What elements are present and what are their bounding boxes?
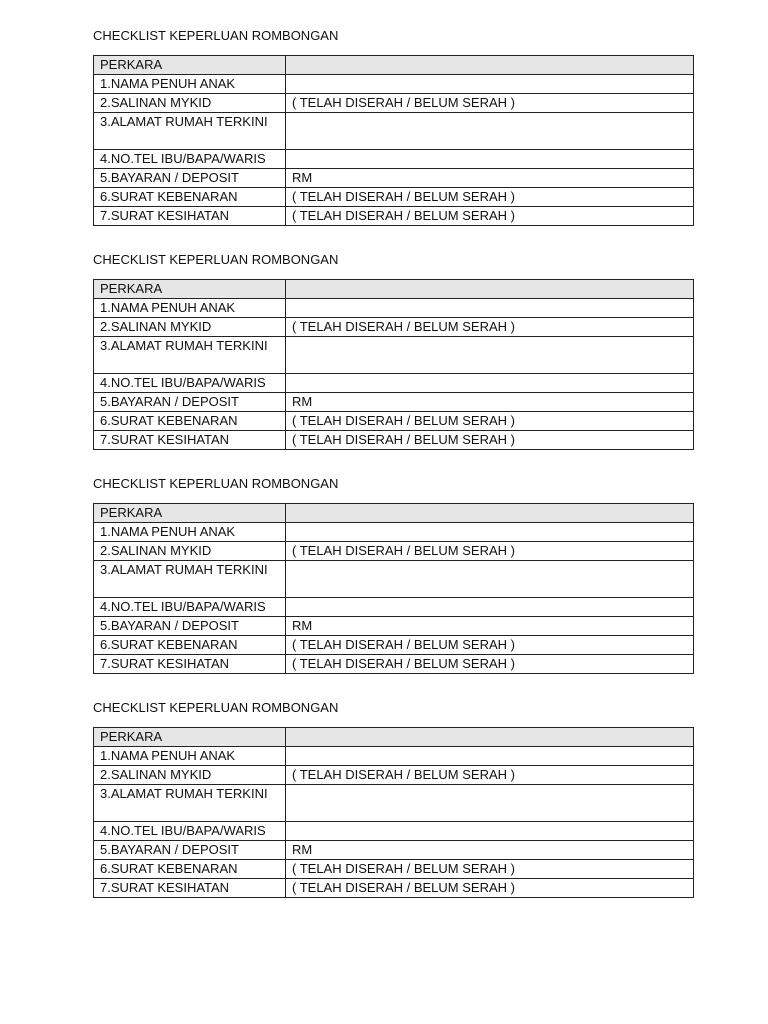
table-row bbox=[94, 523, 694, 542]
header-item-cell: PERKARA bbox=[94, 728, 286, 747]
checklist-table bbox=[93, 279, 694, 450]
item-cell: 3.ALAMAT RUMAH TERKINI bbox=[94, 337, 286, 374]
table-row bbox=[94, 94, 694, 113]
table-row bbox=[94, 860, 694, 879]
value-cell[interactable]: ( TELAH DISERAH / BELUM SERAH ) bbox=[286, 636, 694, 655]
table-row bbox=[94, 785, 694, 822]
table-row bbox=[94, 822, 694, 841]
value-cell[interactable]: ( TELAH DISERAH / BELUM SERAH ) bbox=[286, 207, 694, 226]
section-title: CHECKLIST KEPERLUAN ROMBONGAN bbox=[93, 476, 339, 491]
value-cell[interactable]: RM bbox=[286, 393, 694, 412]
table-row bbox=[94, 318, 694, 337]
table-row bbox=[94, 207, 694, 226]
table-row bbox=[94, 299, 694, 318]
item-cell: 2.SALINAN MYKID bbox=[94, 318, 286, 337]
table-row bbox=[94, 188, 694, 207]
table-row bbox=[94, 75, 694, 94]
table-header-row bbox=[94, 504, 694, 523]
item-cell: 5.BAYARAN / DEPOSIT bbox=[94, 841, 286, 860]
table-row bbox=[94, 113, 694, 150]
item-cell: 5.BAYARAN / DEPOSIT bbox=[94, 393, 286, 412]
item-cell: 7.SURAT KESIHATAN bbox=[94, 879, 286, 898]
item-cell: 3.ALAMAT RUMAH TERKINI bbox=[94, 113, 286, 150]
item-cell: 4.NO.TEL IBU/BAPA/WARIS bbox=[94, 374, 286, 393]
table-row bbox=[94, 561, 694, 598]
section-title: CHECKLIST KEPERLUAN ROMBONGAN bbox=[93, 28, 339, 43]
value-cell[interactable] bbox=[286, 822, 694, 841]
value-cell[interactable] bbox=[286, 561, 694, 598]
item-cell: 1.NAMA PENUH ANAK bbox=[94, 523, 286, 542]
checklist-table bbox=[93, 503, 694, 674]
table-row bbox=[94, 393, 694, 412]
table-row bbox=[94, 374, 694, 393]
table-row bbox=[94, 169, 694, 188]
item-cell: 4.NO.TEL IBU/BAPA/WARIS bbox=[94, 822, 286, 841]
checklist-table bbox=[93, 727, 694, 898]
header-item-cell: PERKARA bbox=[94, 56, 286, 75]
item-cell: 3.ALAMAT RUMAH TERKINI bbox=[94, 785, 286, 822]
table-row bbox=[94, 542, 694, 561]
item-cell: 6.SURAT KEBENARAN bbox=[94, 636, 286, 655]
value-cell[interactable] bbox=[286, 785, 694, 822]
item-cell: 1.NAMA PENUH ANAK bbox=[94, 299, 286, 318]
table-row bbox=[94, 431, 694, 450]
value-cell[interactable] bbox=[286, 299, 694, 318]
value-cell[interactable]: RM bbox=[286, 169, 694, 188]
item-cell: 5.BAYARAN / DEPOSIT bbox=[94, 169, 286, 188]
table-header-row bbox=[94, 280, 694, 299]
value-cell[interactable] bbox=[286, 75, 694, 94]
item-cell: 6.SURAT KEBENARAN bbox=[94, 188, 286, 207]
value-cell[interactable]: ( TELAH DISERAH / BELUM SERAH ) bbox=[286, 431, 694, 450]
table-header-row bbox=[94, 56, 694, 75]
value-cell[interactable] bbox=[286, 523, 694, 542]
table-row bbox=[94, 598, 694, 617]
item-cell: 5.BAYARAN / DEPOSIT bbox=[94, 617, 286, 636]
table-row bbox=[94, 841, 694, 860]
value-cell[interactable] bbox=[286, 374, 694, 393]
value-cell[interactable]: ( TELAH DISERAH / BELUM SERAH ) bbox=[286, 860, 694, 879]
checklist-section bbox=[93, 28, 687, 223]
value-cell[interactable]: ( TELAH DISERAH / BELUM SERAH ) bbox=[286, 94, 694, 113]
header-value-cell bbox=[286, 280, 694, 299]
item-cell: 2.SALINAN MYKID bbox=[94, 542, 286, 561]
table-row bbox=[94, 766, 694, 785]
value-cell[interactable] bbox=[286, 747, 694, 766]
header-item-cell: PERKARA bbox=[94, 280, 286, 299]
table-row bbox=[94, 337, 694, 374]
section-title: CHECKLIST KEPERLUAN ROMBONGAN bbox=[93, 700, 339, 715]
table-row bbox=[94, 655, 694, 674]
table-row bbox=[94, 747, 694, 766]
value-cell[interactable] bbox=[286, 113, 694, 150]
table-row bbox=[94, 636, 694, 655]
value-cell[interactable] bbox=[286, 337, 694, 374]
section-title: CHECKLIST KEPERLUAN ROMBONGAN bbox=[93, 252, 339, 267]
checklist-section bbox=[93, 700, 687, 895]
table-row bbox=[94, 412, 694, 431]
value-cell[interactable]: ( TELAH DISERAH / BELUM SERAH ) bbox=[286, 766, 694, 785]
checklist-table bbox=[93, 55, 694, 226]
value-cell[interactable]: ( TELAH DISERAH / BELUM SERAH ) bbox=[286, 318, 694, 337]
value-cell[interactable]: ( TELAH DISERAH / BELUM SERAH ) bbox=[286, 188, 694, 207]
item-cell: 3.ALAMAT RUMAH TERKINI bbox=[94, 561, 286, 598]
header-value-cell bbox=[286, 504, 694, 523]
item-cell: 4.NO.TEL IBU/BAPA/WARIS bbox=[94, 150, 286, 169]
value-cell[interactable]: ( TELAH DISERAH / BELUM SERAH ) bbox=[286, 655, 694, 674]
header-value-cell bbox=[286, 728, 694, 747]
table-row bbox=[94, 150, 694, 169]
table-row bbox=[94, 617, 694, 636]
table-row bbox=[94, 879, 694, 898]
checklist-section bbox=[93, 476, 687, 671]
item-cell: 7.SURAT KESIHATAN bbox=[94, 431, 286, 450]
item-cell: 6.SURAT KEBENARAN bbox=[94, 412, 286, 431]
item-cell: 6.SURAT KEBENARAN bbox=[94, 860, 286, 879]
value-cell[interactable]: ( TELAH DISERAH / BELUM SERAH ) bbox=[286, 879, 694, 898]
item-cell: 2.SALINAN MYKID bbox=[94, 94, 286, 113]
value-cell[interactable] bbox=[286, 598, 694, 617]
value-cell[interactable]: RM bbox=[286, 617, 694, 636]
item-cell: 4.NO.TEL IBU/BAPA/WARIS bbox=[94, 598, 286, 617]
item-cell: 7.SURAT KESIHATAN bbox=[94, 207, 286, 226]
value-cell[interactable]: ( TELAH DISERAH / BELUM SERAH ) bbox=[286, 542, 694, 561]
item-cell: 7.SURAT KESIHATAN bbox=[94, 655, 286, 674]
item-cell: 1.NAMA PENUH ANAK bbox=[94, 747, 286, 766]
value-cell[interactable]: RM bbox=[286, 841, 694, 860]
item-cell: 2.SALINAN MYKID bbox=[94, 766, 286, 785]
checklist-section bbox=[93, 252, 687, 447]
header-value-cell bbox=[286, 56, 694, 75]
value-cell[interactable] bbox=[286, 150, 694, 169]
item-cell: 1.NAMA PENUH ANAK bbox=[94, 75, 286, 94]
header-item-cell: PERKARA bbox=[94, 504, 286, 523]
value-cell[interactable]: ( TELAH DISERAH / BELUM SERAH ) bbox=[286, 412, 694, 431]
table-header-row bbox=[94, 728, 694, 747]
